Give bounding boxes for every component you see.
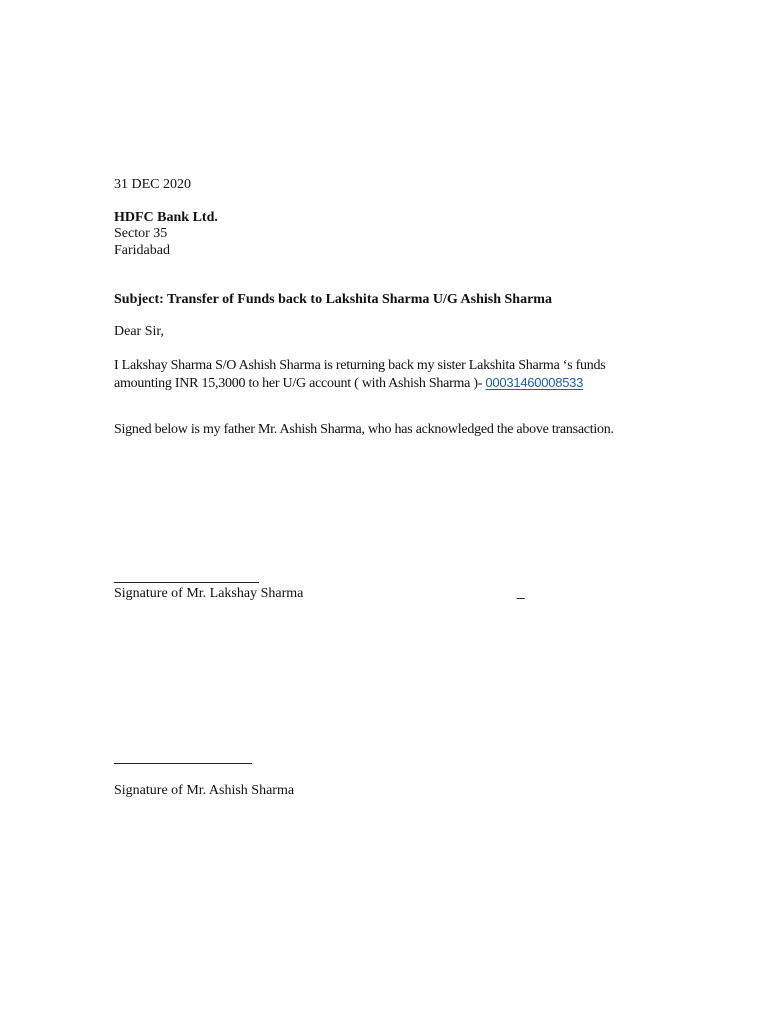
signature-label-ashish: Signature of Mr. Ashish Sharma (114, 783, 295, 798)
letter-salutation: Dear Sir, (114, 324, 164, 339)
signature-label-lakshay: Signature of Mr. Lakshay Sharma (114, 586, 304, 601)
recipient-bank-name: HDFC Bank Ltd. (114, 210, 218, 225)
body-line-1: I Lakshay Sharma S/O Ashish Sharma is returning back my sister Lakshita Sharma ‘s funds (114, 358, 606, 373)
signature-line-lakshay (114, 582, 259, 583)
letter-subject: Subject: Transfer of Funds back to Lakshita Sharma U/G Ashish Sharma (114, 292, 552, 307)
signature-line-ashish (114, 763, 252, 764)
body-paragraph-2: Signed below is my father Mr. Ashish Sharma, who has acknowledged the above transaction. (114, 422, 614, 437)
recipient-address-line-2: Faridabad (114, 243, 170, 258)
letter-date: 31 DEC 2020 (114, 177, 191, 192)
recipient-address-line-1: Sector 35 (114, 226, 168, 241)
stray-underscore-mark: _ (517, 583, 525, 599)
body-line-2-text: amounting INR 15,3000 to her U/G account ( with Ashish Sharma )- (114, 376, 486, 391)
account-number-link[interactable]: 00031460008533 (485, 375, 584, 390)
body-line-2 (114, 374, 583, 392)
